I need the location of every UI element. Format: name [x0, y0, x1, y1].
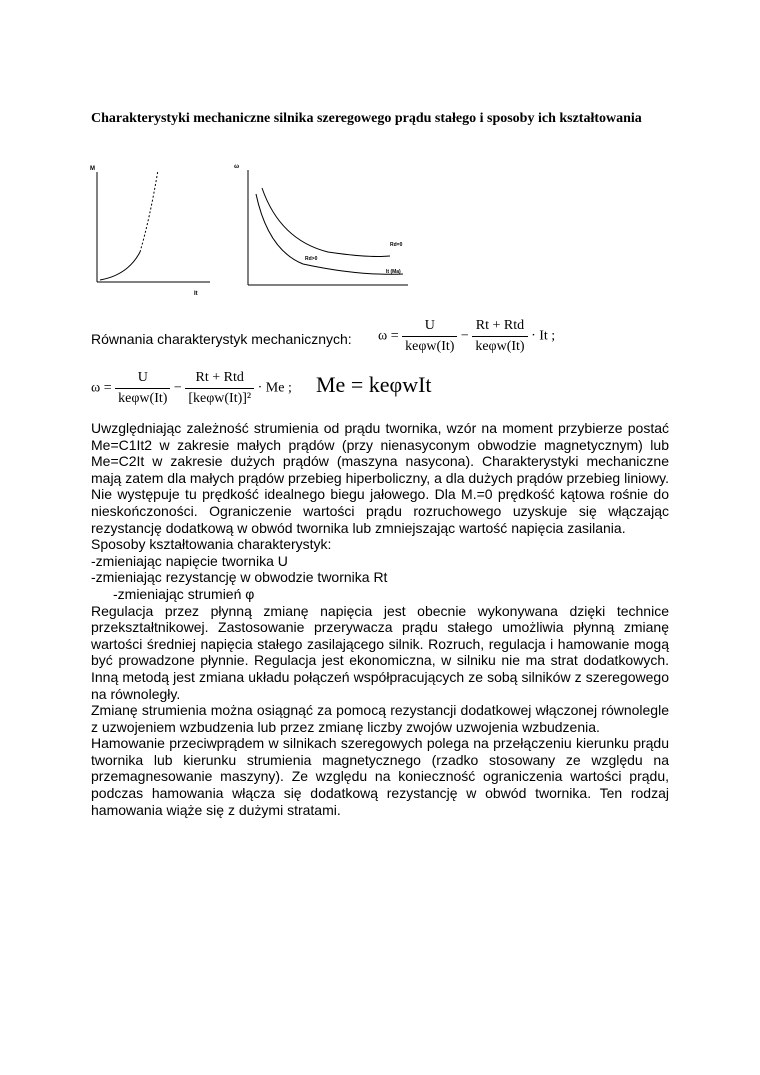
eq2-factor: · Me ;	[257, 380, 292, 396]
eq1-num1: U	[402, 318, 457, 337]
equation-2	[91, 370, 292, 407]
eq1-fraction-1	[402, 318, 457, 355]
torque-curve-dashed	[140, 170, 158, 252]
paragraph-voltage-regulation: Regulacja przez płynną zmianę napięcia jest obecnie wykonywana dzięki technice przekształtnikowej. Zastosowanie przerywacza prądu stałego umożliwia płynną zmianę wartości średniej napięcia stałego zasilającego silnik. Rozruch, regulacja i hamowanie mogą być prowadzone płynnie. Regulacja jest ekonomiczna, w silniku nie ma strat dodatkowych. Inną metodą jest zmiana układu połączeń współpracujących ze sobą silników z szeregowego na równoległy.	[91, 602, 669, 702]
curve-rd-zero	[262, 188, 390, 257]
label-it-ma: It (Ma)	[386, 269, 401, 275]
left-x-axis-label: It	[194, 291, 198, 297]
eq2-lhs: ω =	[91, 380, 112, 396]
eq1-den2: keφw(It)	[475, 339, 525, 354]
eq2-fraction-2	[185, 370, 254, 407]
torque-curve-solid	[100, 252, 140, 280]
eq2-den2: [keφw(It)]²	[188, 391, 252, 406]
body-text	[91, 420, 669, 818]
paragraph-braking: Hamowanie przeciwprądem w silnikach szeregowych polega na przełączeniu kierunku prądu twornika lub kierunku strumienia magnetycznego (rzadko stosowany ze względu na przemagnesowanie maszyny). Ze względu na konieczność ograniczenia wartości prądu, podczas hamowania włącza się dodatkową rezystancję w obwód twornika. Ten rodzaj hamowania wiąże się z dużymi stratami.	[91, 735, 669, 818]
paragraph-flux-change: Zmianę strumienia można osiągnąć za pomocą rezystancji dodatkowej włączonej równolegle z uzwojeniem wzbudzenia lub przez zmianę liczby zwojów uzwojenia wzbudzenia.	[91, 702, 669, 735]
document-title: Charakterystyki mechaniczne silnika szeregowego prądu stałego i sposoby ich kształtowania	[91, 111, 642, 126]
equation-3: Me = keφwIt	[316, 372, 432, 397]
eq2-den1: keφw(It)	[118, 391, 168, 406]
eq2-num1: U	[115, 370, 170, 389]
speed-current-figure	[228, 160, 418, 300]
eq1-num2: Rt + Rtd	[472, 318, 527, 337]
list-item-resistance: -zmieniając rezystancję w obwodzie twornika Rt	[91, 569, 388, 586]
eq1-lhs: ω =	[378, 328, 399, 344]
label-rd-zero: Rd=0	[390, 242, 403, 248]
list-item-flux: -zmieniając strumień φ	[113, 585, 255, 602]
eq2-num2: Rt + Rtd	[185, 370, 254, 389]
curve-rd-positive	[256, 194, 403, 274]
eq1-minus: −	[460, 328, 469, 344]
torque-current-figure	[88, 160, 223, 300]
paragraph-1: Uwzględniając zależność strumienia od prądu twornika, wzór na moment przybierze postać Me=C1It2 w zakresie małych prądów (przy nienasyconym obwodzie magnetycznym) lub Me=C2It w zakresie dużych prądów (maszyna nasycona). Charakterystyki mechaniczne mają zatem dla małych prądów przebieg hiperboliczny, a dla dużych prądów przebieg liniowy. Nie występuje tu prędkość idealnego biegu jałowego. Dla M.=0 prędkość kątowa rośnie do nieskończoności. Ograniczenie wartości prądu rozruchowego uzyskuje się włączając rezystancję dodatkową w obwód twornika lub zmniejszając wartość napięcia zasilania.	[91, 420, 669, 536]
eq1-fraction-2	[472, 318, 527, 355]
eq1-den1: keφw(It)	[405, 339, 455, 354]
eq1-factor: · It ;	[531, 328, 556, 344]
eq2-fraction-1	[115, 370, 170, 407]
equations-intro: Równania charakterystyk mechanicznych:	[91, 331, 352, 347]
paragraph-methods-heading: Sposoby kształtowania charakterystyk:	[91, 536, 332, 553]
list-item-voltage: -zmieniając napięcie twornika U	[91, 552, 288, 569]
equation-1	[378, 318, 555, 355]
eq2-minus: −	[173, 380, 182, 396]
label-rd-positive: Rd>0	[305, 256, 318, 262]
left-y-axis-label: M	[90, 166, 95, 172]
right-y-axis-label: ω	[234, 162, 240, 170]
